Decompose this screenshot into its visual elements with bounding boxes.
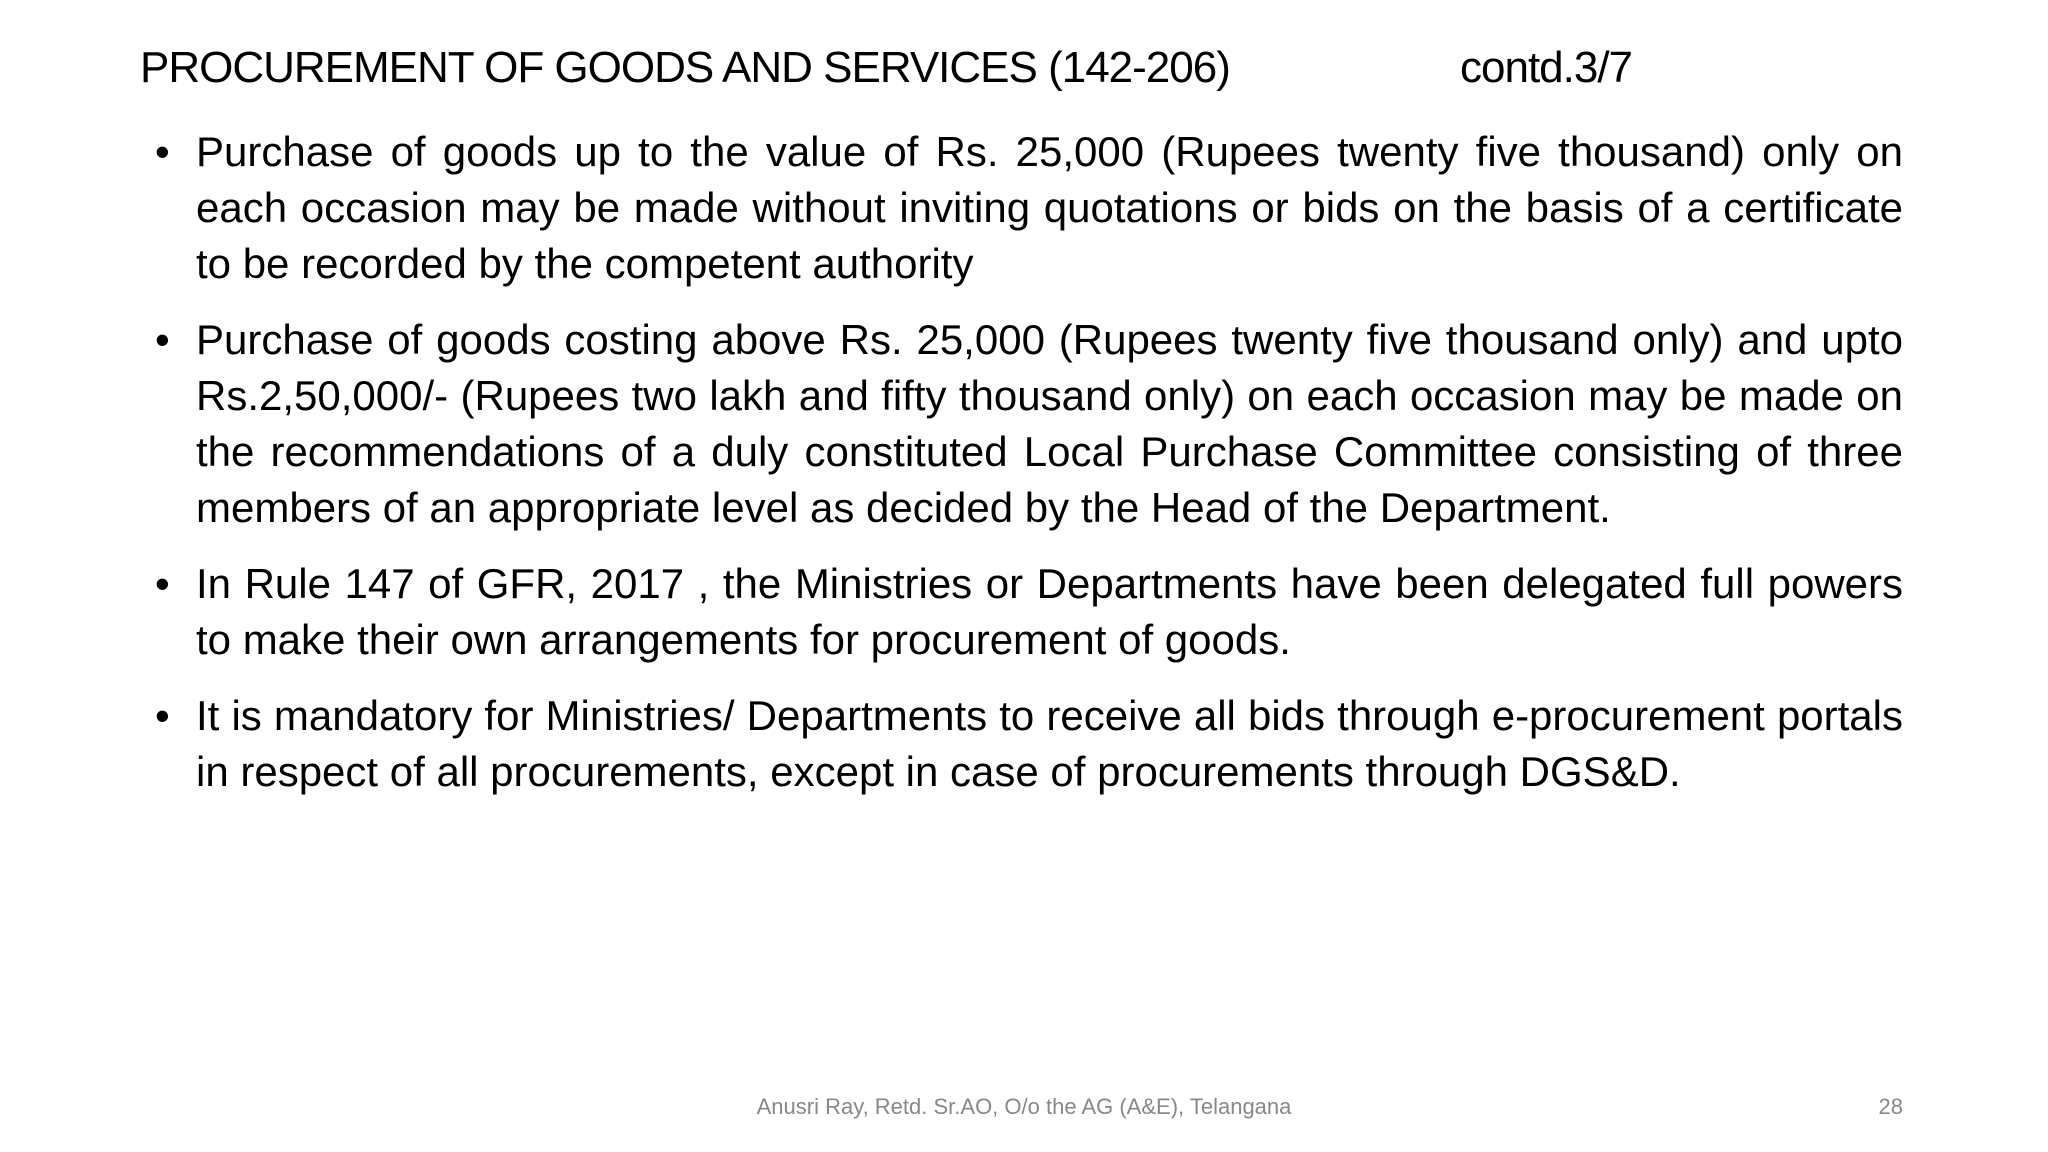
page-number: 28 xyxy=(1878,1094,1903,1119)
slide-title-continuation: contd.3/7 xyxy=(1460,43,1633,92)
bullet-text: It is mandatory for Ministries/ Departments to receive all bids through e-procurement portals in respect of all procurements, except in case of procurements through DGS&D. xyxy=(196,692,1903,795)
slide-title: PROCUREMENT OF GOODS AND SERVICES (142-206) xyxy=(140,43,1230,92)
bullet-text: In Rule 147 of GFR, 2017 , the Ministries or Departments have been delegated full powers to make their own arrangements for procurement of goods. xyxy=(196,560,1903,663)
bullet-dot-icon: • xyxy=(155,316,170,363)
bullet-item xyxy=(155,688,1903,800)
bullet-item xyxy=(155,312,1903,536)
bullet-list xyxy=(155,124,1903,820)
bullet-text: Purchase of goods costing above Rs. 25,000 (Rupees twenty five thousand only) and upto Rs.2,50,000/- (Rupees two lakh and fifty thousand only) on each occasion may be made on the recommendations of a duly constituted Local Purchase Committee consisting of three members of an appropriate level as decided by the Head of the Department. xyxy=(196,316,1903,531)
bullet-item xyxy=(155,124,1903,292)
slide-footer: Anusri Ray, Retd. Sr.AO, O/o the AG (A&E), Telangana xyxy=(756,1094,1292,1119)
bullet-dot-icon: • xyxy=(155,692,170,739)
bullet-text: Purchase of goods up to the value of Rs. 25,000 (Rupees twenty five thousand) only on each occasion may be made without inviting quotations or bids on the basis of a certificate to be recorded by the competent authority xyxy=(196,128,1903,287)
bullet-dot-icon: • xyxy=(155,128,170,175)
bullet-item xyxy=(155,556,1903,668)
bullet-dot-icon: • xyxy=(155,560,170,607)
